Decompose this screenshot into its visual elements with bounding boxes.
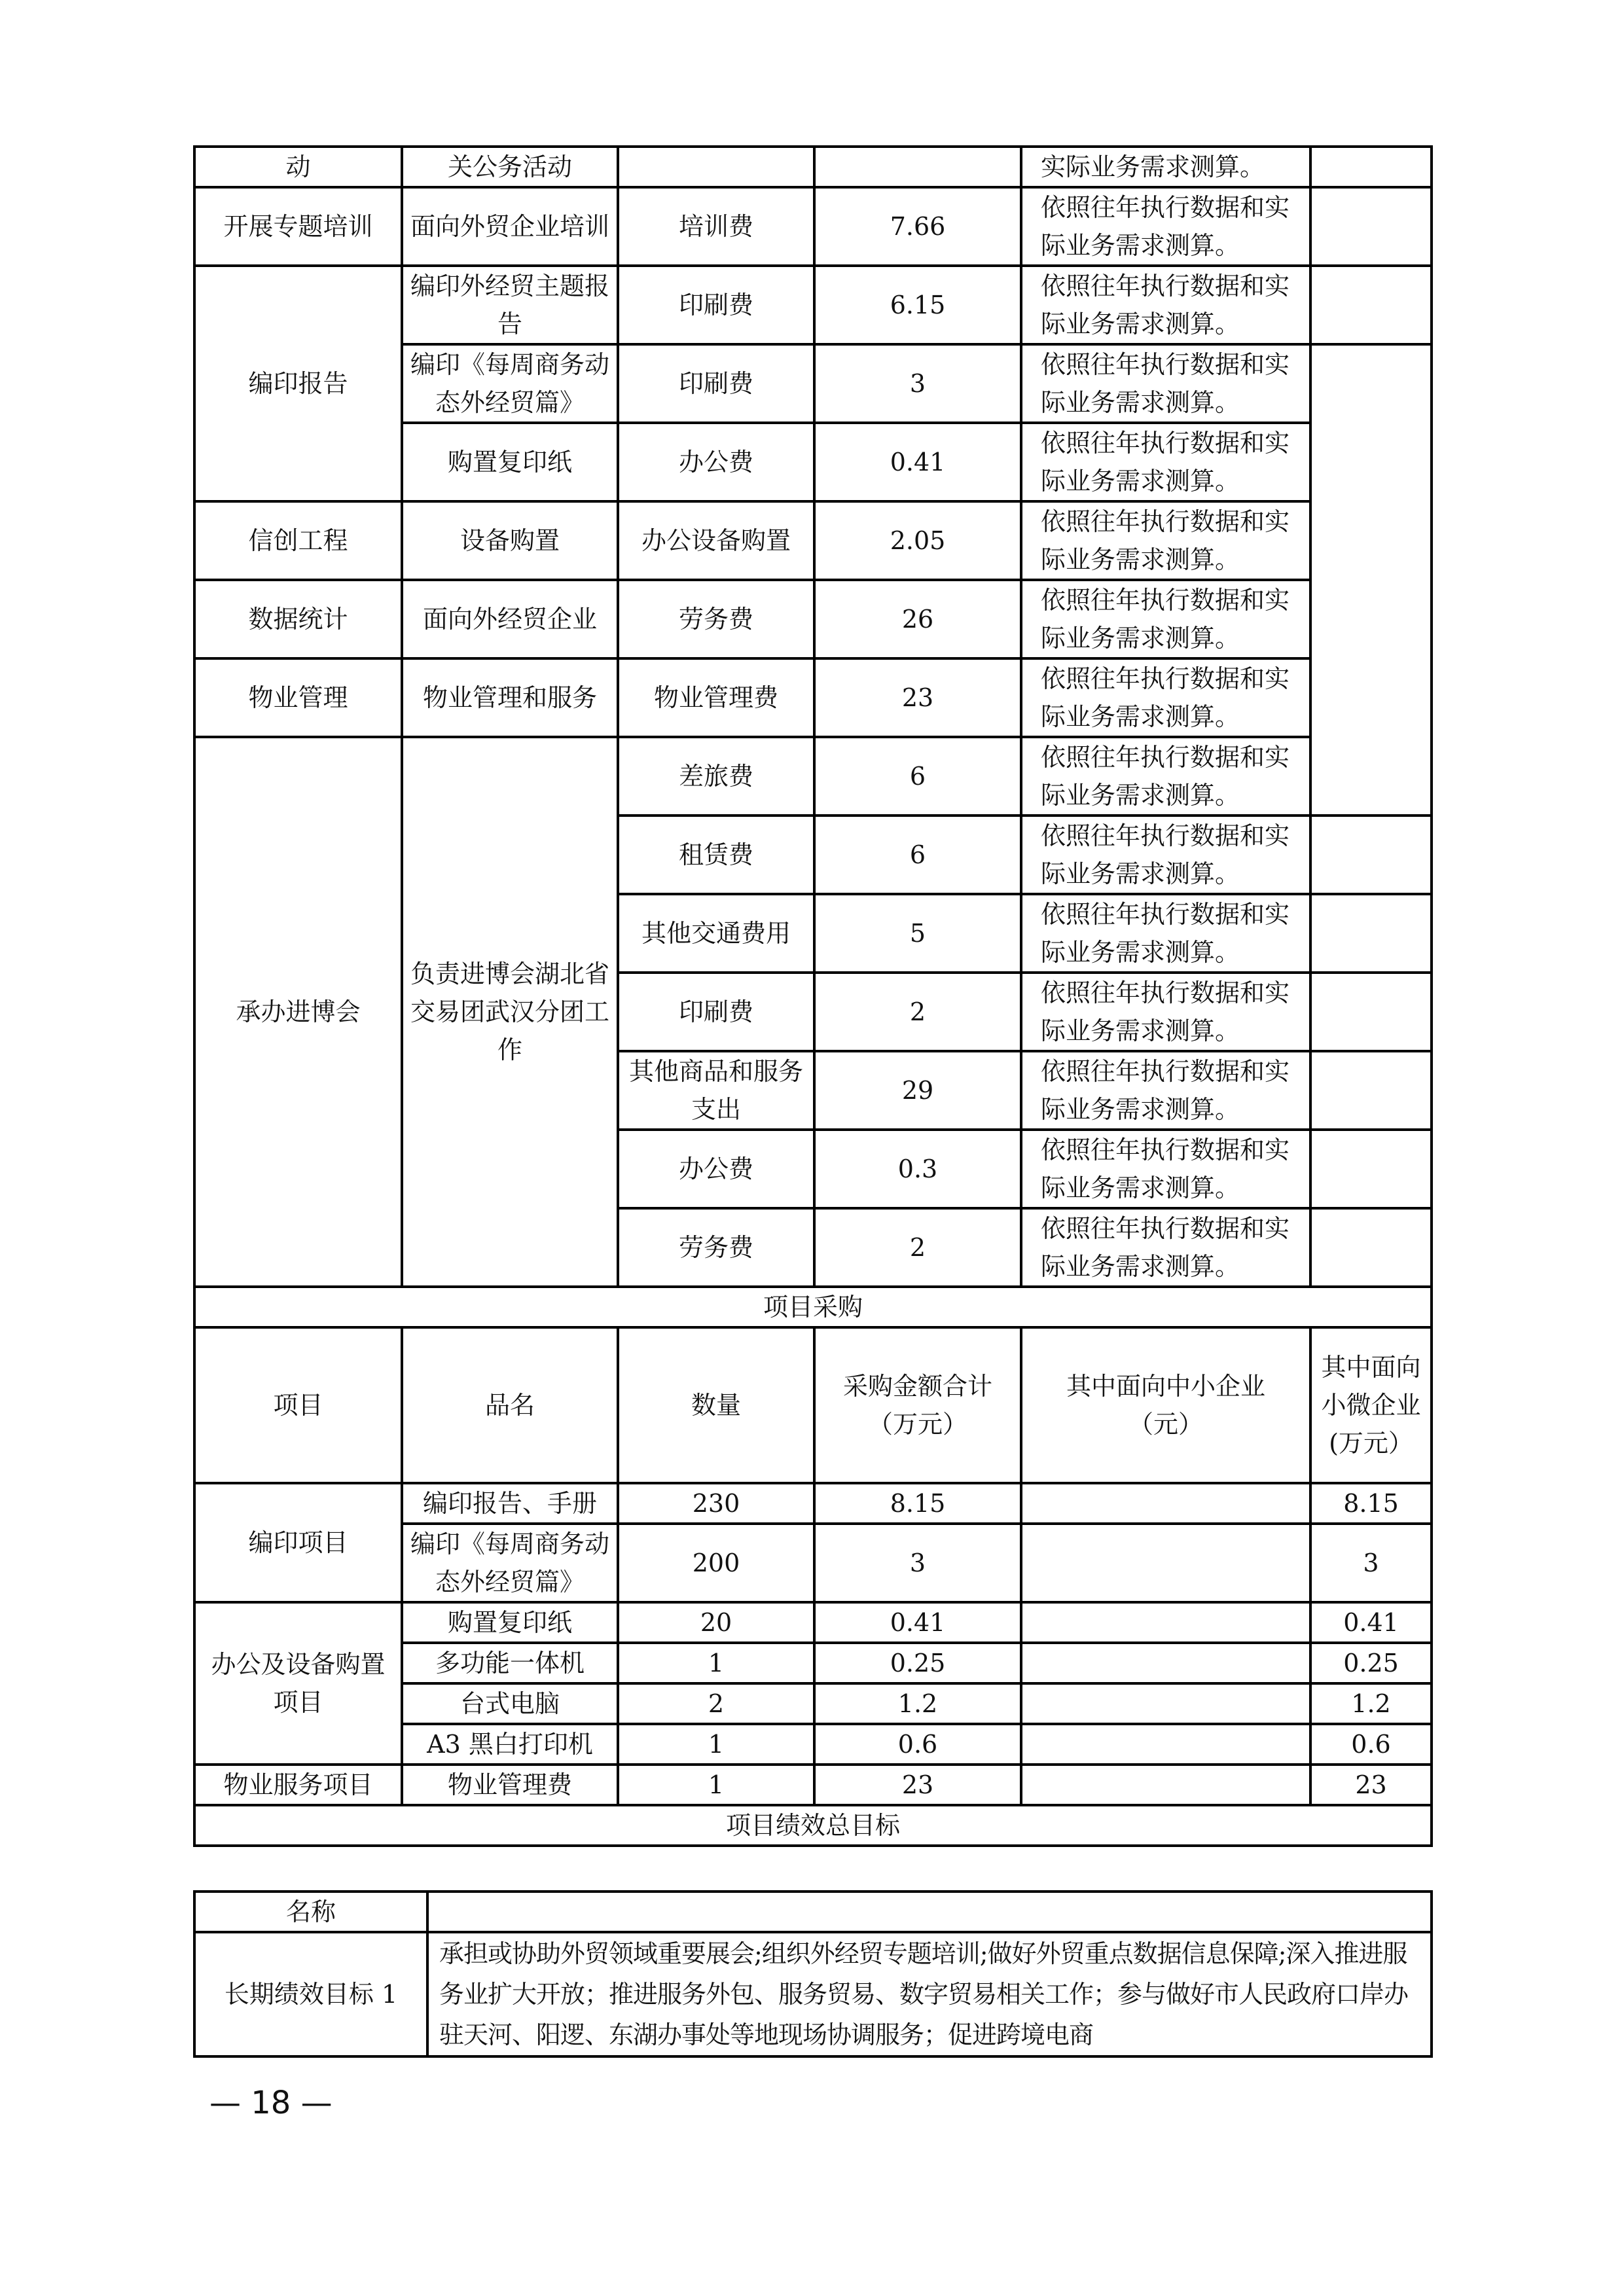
- content-cell: 负责进博会湖北省交易团武汉分团工作: [402, 737, 618, 1287]
- content-cell: 编印外经贸主题报告: [402, 266, 618, 344]
- project-cell: 物业服务项目: [194, 1765, 402, 1805]
- amount-cell: 29: [814, 1051, 1021, 1130]
- note-cell: 实际业务需求测算。: [1021, 147, 1310, 187]
- note-cell: 依照往年执行数据和实际业务需求测算。: [1021, 737, 1310, 816]
- total-cell: 0.41: [814, 1602, 1021, 1643]
- activity-cell: 数据统计: [194, 580, 402, 658]
- amount-cell: 0.41: [814, 423, 1021, 501]
- blank-cell: [1310, 266, 1432, 344]
- blank-cell: [1310, 187, 1432, 266]
- note-cell: 依照往年执行数据和实际业务需求测算。: [1021, 501, 1310, 580]
- header-project: 项目: [194, 1327, 402, 1483]
- table-row: [194, 580, 1432, 658]
- activity-cell: 承办进博会: [194, 737, 402, 1287]
- econ-cell: 办公费: [618, 1130, 814, 1208]
- sme-cell: [1021, 1724, 1310, 1765]
- sme-cell: [1021, 1683, 1310, 1724]
- blank-cell: [1310, 1051, 1432, 1130]
- sme-cell: [1021, 1483, 1310, 1524]
- econ-cell: 办公费: [618, 423, 814, 501]
- micro-cell: 3: [1310, 1524, 1432, 1602]
- econ-cell: 劳务费: [618, 1208, 814, 1287]
- note-cell: 依照往年执行数据和实际业务需求测算。: [1021, 894, 1310, 973]
- amount-cell: 6: [814, 737, 1021, 816]
- note-cell: 依照往年执行数据和实际业务需求测算。: [1021, 1208, 1310, 1287]
- blank-cell: [1310, 894, 1432, 973]
- econ-cell: 办公设备购置: [618, 501, 814, 580]
- activity-cell: 物业管理: [194, 658, 402, 737]
- name-value: [427, 1892, 1432, 1932]
- header-total: 采购金额合计（万元）: [814, 1327, 1021, 1483]
- table-row: [194, 187, 1432, 266]
- note-cell: 依照往年执行数据和实际业务需求测算。: [1021, 658, 1310, 737]
- qty-cell: 20: [618, 1602, 814, 1643]
- amount-cell: 26: [814, 580, 1021, 658]
- content-cell: 编印《每周商务动态外经贸篇》: [402, 344, 618, 423]
- amount-cell: [814, 147, 1021, 187]
- total-cell: 23: [814, 1765, 1021, 1805]
- total-cell: 8.15: [814, 1483, 1021, 1524]
- note-cell: 依照往年执行数据和实际业务需求测算。: [1021, 423, 1310, 501]
- project-cell: 编印项目: [194, 1483, 402, 1602]
- table-row: [194, 1932, 1432, 2056]
- econ-cell: 印刷费: [618, 344, 814, 423]
- blank-cell: [1310, 1208, 1432, 1287]
- page-number: — 18 —: [209, 2085, 333, 2121]
- table-row: [194, 266, 1432, 344]
- blank-cell: [1310, 344, 1432, 816]
- blank-cell: [1310, 147, 1432, 187]
- procurement-row: [194, 1765, 1432, 1805]
- note-cell: 依照往年执行数据和实际业务需求测算。: [1021, 344, 1310, 423]
- micro-cell: 23: [1310, 1765, 1432, 1805]
- goal-label: 长期绩效目标 1: [194, 1932, 427, 2056]
- total-cell: 1.2: [814, 1683, 1021, 1724]
- note-cell: 依照往年执行数据和实际业务需求测算。: [1021, 580, 1310, 658]
- note-cell: 依照往年执行数据和实际业务需求测算。: [1021, 816, 1310, 894]
- econ-cell: 劳务费: [618, 580, 814, 658]
- note-cell: 依照往年执行数据和实际业务需求测算。: [1021, 1130, 1310, 1208]
- item-cell: 物业管理费: [402, 1765, 618, 1805]
- amount-cell: 7.66: [814, 187, 1021, 266]
- content-cell: 关公务活动: [402, 147, 618, 187]
- total-cell: 0.25: [814, 1643, 1021, 1683]
- project-cell: 办公及设备购置项目: [194, 1602, 402, 1765]
- econ-cell: 物业管理费: [618, 658, 814, 737]
- item-cell: 编印《每周商务动态外经贸篇》: [402, 1524, 618, 1602]
- micro-cell: 0.6: [1310, 1724, 1432, 1765]
- micro-cell: 0.25: [1310, 1643, 1432, 1683]
- goal-text: 承担或协助外贸领域重要展会;组织外经贸专题培训;做好外贸重点数据信息保障;深入推进服务业扩大开放；推进服务外包、服务贸易、数字贸易相关工作；参与做好市人民政府口岸办驻天河、阳逻、东湖办事处等地现场协调服务；促进跨境电商: [427, 1932, 1432, 2056]
- total-cell: 3: [814, 1524, 1021, 1602]
- econ-cell: 培训费: [618, 187, 814, 266]
- budget-table: [193, 145, 1433, 1847]
- section-header-row: [194, 1805, 1432, 1846]
- amount-cell: 3: [814, 344, 1021, 423]
- sme-cell: [1021, 1765, 1310, 1805]
- content-cell: 面向外经贸企业: [402, 580, 618, 658]
- content-cell: 购置复印纸: [402, 423, 618, 501]
- qty-cell: 1: [618, 1765, 814, 1805]
- procurement-title: 项目采购: [194, 1287, 1432, 1327]
- qty-cell: 2: [618, 1683, 814, 1724]
- econ-cell: 其他交通费用: [618, 894, 814, 973]
- content-cell: 面向外贸企业培训: [402, 187, 618, 266]
- amount-cell: 6: [814, 816, 1021, 894]
- item-cell: 多功能一体机: [402, 1643, 618, 1683]
- qty-cell: 1: [618, 1643, 814, 1683]
- table-row: [194, 658, 1432, 737]
- econ-cell: 印刷费: [618, 973, 814, 1051]
- sme-cell: [1021, 1524, 1310, 1602]
- item-cell: 购置复印纸: [402, 1602, 618, 1643]
- amount-cell: 2: [814, 973, 1021, 1051]
- activity-cell: 动: [194, 147, 402, 187]
- section-header-row: [194, 1287, 1432, 1327]
- amount-cell: 6.15: [814, 266, 1021, 344]
- table-row: [194, 147, 1432, 187]
- blank-cell: [1310, 1130, 1432, 1208]
- table-row: [194, 501, 1432, 580]
- note-cell: 依照往年执行数据和实际业务需求测算。: [1021, 187, 1310, 266]
- procurement-header-row: [194, 1327, 1432, 1483]
- item-cell: 台式电脑: [402, 1683, 618, 1724]
- micro-cell: 8.15: [1310, 1483, 1432, 1524]
- note-cell: 依照往年执行数据和实际业务需求测算。: [1021, 266, 1310, 344]
- header-qty: 数量: [618, 1327, 814, 1483]
- econ-cell: 差旅费: [618, 737, 814, 816]
- activity-cell: 开展专题培训: [194, 187, 402, 266]
- item-cell: A3 黑白打印机: [402, 1724, 618, 1765]
- amount-cell: 0.3: [814, 1130, 1021, 1208]
- name-label: 名称: [194, 1892, 427, 1932]
- econ-cell: 租赁费: [618, 816, 814, 894]
- procurement-row: [194, 1602, 1432, 1643]
- item-cell: 编印报告、手册: [402, 1483, 618, 1524]
- performance-table: [193, 1890, 1433, 2058]
- amount-cell: 5: [814, 894, 1021, 973]
- micro-cell: 0.41: [1310, 1602, 1432, 1643]
- amount-cell: 2.05: [814, 501, 1021, 580]
- sme-cell: [1021, 1602, 1310, 1643]
- performance-title: 项目绩效总目标: [194, 1805, 1432, 1846]
- note-cell: 依照往年执行数据和实际业务需求测算。: [1021, 1051, 1310, 1130]
- note-cell: 依照往年执行数据和实际业务需求测算。: [1021, 973, 1310, 1051]
- qty-cell: 1: [618, 1724, 814, 1765]
- content-cell: 物业管理和服务: [402, 658, 618, 737]
- econ-cell: 印刷费: [618, 266, 814, 344]
- procurement-row: [194, 1483, 1432, 1524]
- blank-cell: [1310, 816, 1432, 894]
- activity-cell: 信创工程: [194, 501, 402, 580]
- qty-cell: 230: [618, 1483, 814, 1524]
- amount-cell: 23: [814, 658, 1021, 737]
- header-micro: 其中面向小微企业(万元）: [1310, 1327, 1432, 1483]
- econ-cell: [618, 147, 814, 187]
- table-row: [194, 1892, 1432, 1932]
- amount-cell: 2: [814, 1208, 1021, 1287]
- activity-cell: 编印报告: [194, 266, 402, 501]
- total-cell: 0.6: [814, 1724, 1021, 1765]
- blank-cell: [1310, 973, 1432, 1051]
- table-row: [194, 737, 1432, 816]
- econ-cell: 其他商品和服务支出: [618, 1051, 814, 1130]
- micro-cell: 1.2: [1310, 1683, 1432, 1724]
- sme-cell: [1021, 1643, 1310, 1683]
- qty-cell: 200: [618, 1524, 814, 1602]
- header-item: 品名: [402, 1327, 618, 1483]
- header-sme: 其中面向中小企业（元）: [1021, 1327, 1310, 1483]
- content-cell: 设备购置: [402, 501, 618, 580]
